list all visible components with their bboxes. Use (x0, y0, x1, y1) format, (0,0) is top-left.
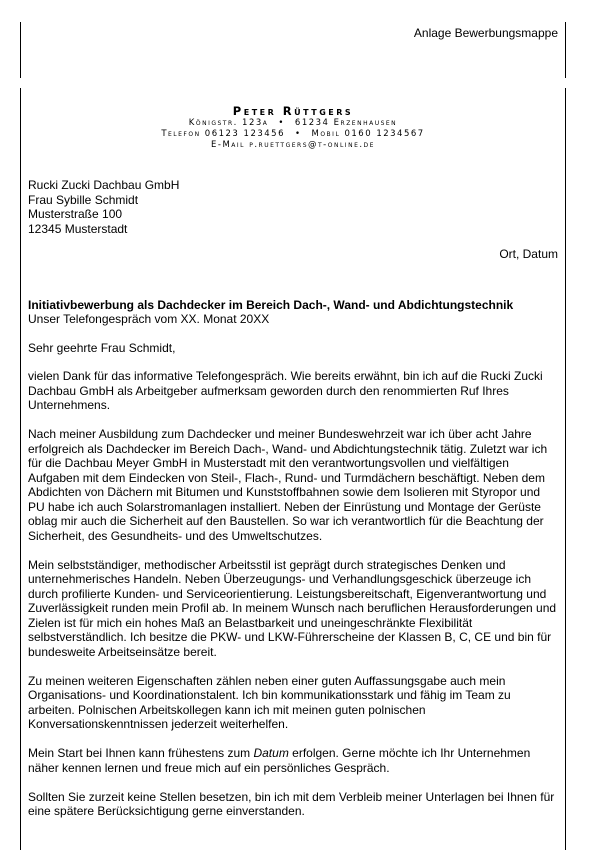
start-date-placeholder: Datum (253, 746, 289, 760)
sender-name: Peter Rüttgers (232, 104, 354, 118)
body-paragraph-3: Mein selbstständiger, methodischer Arbeitsstil ist geprägt durch strategisches Denken und unternehmerisches Handeln. Neben Überzeugungs- und Verhandlungsgeschick überzeuge ich durch profilierte Kunden- und Serviceorientierung. Leistungsbereitschaft, Eigenverantwortung und Zuverlässigkeit runden mein Profil ab. In meinem Wunsch nach beruflichen Herausforderungen und Zielen ist für mich ein hohes Maß an Belastbarkeit und uneingeschränkte Flexibilität selbstverständlich. Ich besitze die PKW- und LKW-Führerscheine der Klassen B, C, CE und bin für bundesweite Arbeitseinsätze bereit. (28, 557, 557, 659)
recipient-company: Rucki Zucki Dachbau GmbH (28, 178, 180, 192)
body-paragraph-5 (28, 746, 558, 775)
letter-content (28, 178, 558, 833)
sender-mobile: Mobil 0160 1234567 (311, 129, 425, 139)
subject-reference: Unser Telefongespräch vom XX. Monat 20XX (28, 312, 270, 326)
header-left-rule (20, 22, 21, 78)
sender-address-line (20, 118, 566, 129)
letter-sheet (20, 88, 566, 850)
header-label: Anlage Bewerbungsmappe (413, 26, 558, 40)
recipient-person: Frau Sybille Schmidt (28, 192, 139, 207)
sender-block (20, 104, 566, 151)
letter-date: Ort, Datum (499, 247, 558, 261)
sheet-left-rule (20, 88, 21, 850)
recipient-street: Musterstraße 100 (28, 207, 123, 221)
separator-bullet: • (278, 118, 285, 128)
body-paragraph-4: Zu meinen weiteren Eigenschaften zählen neben einer guten Auffassungsgabe auch mein Organisations- und Koordinationstalent. Ich bin kommunikationsstark und fähig im Team zu arbeiten. Polnischen Arbeitskollegen kann ich mit meinen guten polnischen Konversationskenntnissen jederzeit weiterhelfen. (28, 673, 511, 731)
separator-bullet: • (294, 129, 302, 139)
body-paragraph-2: Nach meiner Ausbildung zum Dachdecker und meiner Bundeswehrzeit war ich über acht Jahre erfolgreich als Dachdecker im Bereich Dach-, Wand- und Abdichtungstechnik tätig. Zuletzt war ich für die Dachbau Meyer GmbH in Musterstadt mit den verantwortungsvollen und vielfältigen Aufgaben mit dem Eindecken von Steil-, Flach-, Rund- und Turmdächern beschäftigt. Neben dem Abdichten von Dächern mit Bitumen und Kunststoffbahnen sowie dem Isolieren mit Styropor und PU habe ich auch Solarstromanlagen installiert. Neben der Einrüstung und Montage der Gerüste oblag mir auch die Sicherheit auf den Baustellen. So war ich verantwortlich für die Beachtung der Sicherheit, des Gesundheits- und des Umweltschutzes. (28, 427, 548, 543)
greeting: Sehr geehrte Frau Schmidt, (28, 340, 176, 355)
sheet-right-rule (565, 88, 566, 850)
subject-title: Initiativbewerbung als Dachdecker im Bereich Dach-, Wand- und Abdichtungstechnik (28, 297, 514, 312)
header-right-rule (565, 22, 566, 78)
body-paragraph-6: Sollten Sie zurzeit keine Stellen besetzen, bin ich mit dem Verbleib meiner Unterlagen bei Ihnen für eine spätere Berücksichtigung gerne einverstanden. (28, 789, 555, 818)
sender-street: Königstr. 123a (188, 118, 269, 128)
recipient-block (28, 178, 558, 236)
sender-phone-line (20, 129, 566, 140)
page-header (0, 0, 600, 80)
sender-city: 61234 Erzenhausen (294, 118, 398, 128)
recipient-city: 12345 Musterstadt (28, 221, 128, 236)
body-paragraph-1: vielen Dank für das informative Telefongespräch. Wie bereits erwähnt, bin ich auf die Rucki Zucki Dachbau GmbH als Arbeitgeber aufmerksam geworden durch den renommierten Ruf Ihres Unternehmens. (28, 369, 543, 412)
body-paragraph-5-start: Mein Start bei Ihnen kann frühestens zum (28, 746, 254, 760)
body-paragraph-5-end: erfolgen. Gerne möchte ich Ihr Unternehmen näher kennen lernen und freue mich auf ein persönliches Gespräch. (28, 746, 531, 775)
sender-email: E-Mail p.ruettgers@t-online.de (211, 140, 375, 150)
sender-phone: Telefon 06123 123456 (161, 129, 285, 139)
